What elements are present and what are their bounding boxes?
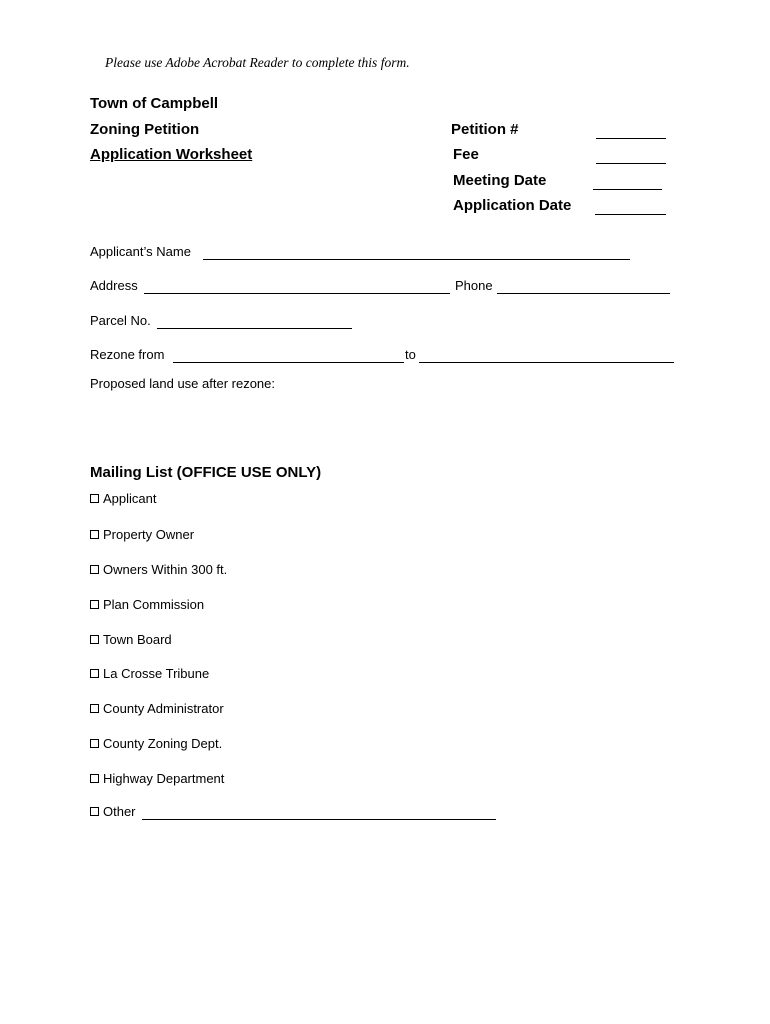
instruction-note: Please use Adobe Acrobat Reader to complete this form. — [105, 55, 410, 70]
mailing-item-highway-department[interactable]: Highway Department — [90, 771, 224, 786]
checkbox-icon[interactable] — [90, 565, 99, 574]
address-label: Address — [90, 278, 138, 293]
mailing-item-owners-within-300ft[interactable]: Owners Within 300 ft. — [90, 562, 227, 577]
rezone-to-field[interactable] — [419, 350, 674, 363]
parcel-label: Parcel No. — [90, 313, 151, 328]
fee-label: Fee — [453, 146, 479, 163]
mailing-item-town-board[interactable]: Town Board — [90, 632, 172, 647]
other-field[interactable] — [142, 807, 496, 820]
town-title: Town of Campbell — [90, 95, 219, 112]
checkbox-icon[interactable] — [90, 739, 99, 748]
mailing-item-county-administrator[interactable]: County Administrator — [90, 701, 224, 716]
phone-label: Phone — [455, 278, 493, 293]
checkbox-icon[interactable] — [90, 530, 99, 539]
applicant-name-field[interactable] — [203, 247, 630, 260]
mailing-list-title: Mailing List (OFFICE USE ONLY) — [90, 464, 322, 481]
application-date-label: Application Date — [453, 197, 572, 214]
fee-field[interactable] — [596, 151, 666, 164]
address-field[interactable] — [144, 281, 450, 294]
meeting-date-field[interactable] — [593, 177, 662, 190]
rezone-to-label: to — [405, 347, 416, 362]
rezone-from-field[interactable] — [173, 350, 404, 363]
checkbox-icon[interactable] — [90, 704, 99, 713]
mailing-item-county-zoning-dept[interactable]: County Zoning Dept. — [90, 736, 222, 751]
meeting-date-label: Meeting Date — [453, 172, 547, 189]
checkbox-icon[interactable] — [90, 669, 99, 678]
petition-number-field[interactable] — [596, 126, 666, 139]
checkbox-icon[interactable] — [90, 774, 99, 783]
phone-field[interactable] — [497, 281, 670, 294]
parcel-field[interactable] — [157, 316, 352, 329]
petition-title: Zoning Petition — [90, 121, 200, 138]
application-date-field[interactable] — [595, 202, 666, 215]
applicant-name-label: Applicant’s Name — [90, 244, 191, 259]
mailing-item-plan-commission[interactable]: Plan Commission — [90, 597, 204, 612]
mailing-item-applicant[interactable]: Applicant — [90, 491, 156, 506]
mailing-item-la-crosse-tribune[interactable]: La Crosse Tribune — [90, 666, 209, 681]
rezone-from-label: Rezone from — [90, 347, 165, 362]
checkbox-icon[interactable] — [90, 494, 99, 503]
petition-number-label: Petition # — [451, 121, 519, 138]
proposed-use-label: Proposed land use after rezone: — [90, 376, 276, 391]
mailing-item-other[interactable]: Other — [90, 804, 136, 819]
checkbox-icon[interactable] — [90, 600, 99, 609]
mailing-item-property-owner[interactable]: Property Owner — [90, 527, 194, 542]
checkbox-icon[interactable] — [90, 807, 99, 816]
worksheet-title: Application Worksheet — [90, 146, 253, 163]
checkbox-icon[interactable] — [90, 635, 99, 644]
